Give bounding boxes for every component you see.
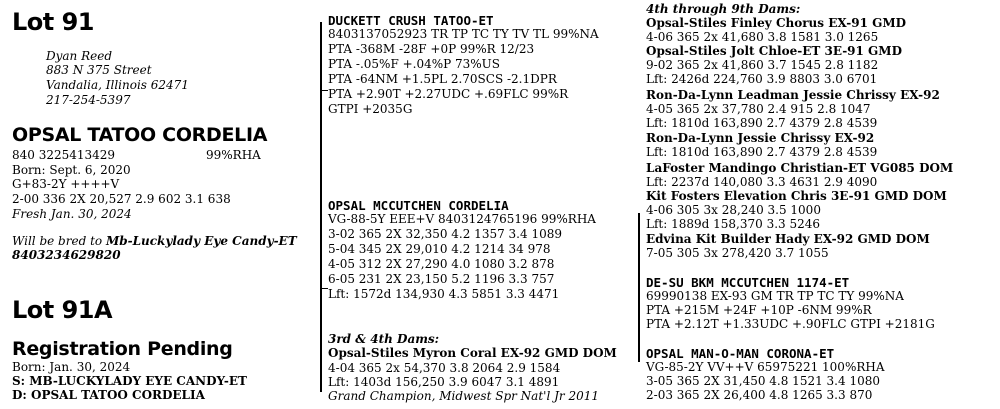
dam-line-1: VG-88-5Y EEE+V 8403124765196 99%RHA <box>328 212 596 226</box>
bred-to-prefix: Will be bred to <box>12 234 106 248</box>
dams-3-4-heading: 3rd & 4th Dams: <box>328 332 440 346</box>
registration-number: 840 3225413429 <box>12 148 116 162</box>
dam-entry-4-name: Ron-Da-Lynn Jessie Chrissy EX-92 <box>646 131 875 145</box>
sire-line-2: PTA -368M -28F +0P 99%R 12/23 <box>328 42 535 56</box>
owner-street: 883 N 375 Street <box>46 63 152 77</box>
lot-91a-born: Born: Jan. 30, 2024 <box>12 360 131 374</box>
sire-line-4: PTA -64NM +1.5PL 2.70SCS -2.1DPR <box>328 72 557 86</box>
maternal-bracket-line <box>638 213 640 362</box>
dam-entry-3-line-1: 4-05 365 2x 37,780 2.4 915 2.8 1047 <box>646 102 871 116</box>
dam-entry-7-line-1: 7-05 305 3x 278,420 3.7 1055 <box>646 246 829 260</box>
dam-entry-1-line-1: 4-06 365 2x 41,680 3.8 1581 3.0 1265 <box>646 30 879 44</box>
dam-entry-7-name: Edvina Kit Builder Hady EX-92 GMD DOM <box>646 232 930 246</box>
dams-4-9-heading: 4th through 9th Dams: <box>646 2 801 16</box>
maternal-dam-line-3: 2-03 365 2X 26,400 4.8 1265 3.3 870 <box>646 388 873 402</box>
animal-name: OPSAL TATOO CORDELIA <box>12 124 268 146</box>
sire-name: DUCKETT CRUSH TATOO-ET <box>328 13 494 28</box>
dam-entry-3-line-2: Lft: 1810d 163,890 2.7 4379 2.8 4539 <box>646 116 878 130</box>
dam-entry-4-line-1: Lft: 1810d 163,890 2.7 4379 2.8 4539 <box>646 145 878 159</box>
fresh-date: Fresh Jan. 30, 2024 <box>12 207 132 221</box>
registration-status: Registration Pending <box>12 338 233 360</box>
dams-3-4-award: Grand Champion, Midwest Spr Nat'l Jr 2011 <box>328 389 600 403</box>
dam-entry-1-name: Opsal-Stiles Finley Chorus EX-91 GMD <box>646 16 907 30</box>
rha-percent: 99%RHA <box>206 148 261 162</box>
maternal-sire-line-1: 69990138 EX-93 GM TR TP TC TY 99%NA <box>646 289 904 303</box>
bred-to-reg: 8403234629820 <box>12 248 121 262</box>
sire-line-3: PTA -.05%F +.04%P 73%US <box>328 57 501 71</box>
birth-date: Born: Sept. 6, 2020 <box>12 163 131 177</box>
dam-entry-2-line-2: Lft: 2426d 224,760 3.9 8803 3.0 6701 <box>646 72 878 86</box>
dams-3-4-line-1: 4-04 365 2x 54,370 3.8 2064 2.9 1584 <box>328 361 561 375</box>
dam-line-2: 3-02 365 2X 32,350 4.2 1357 3.4 1089 <box>328 227 562 241</box>
owner-name: Dyan Reed <box>46 49 113 63</box>
sire-line-6: GTPI +2035G <box>328 102 413 116</box>
bred-to-sire: Mb-Luckylady Eye Candy-ET <box>105 234 297 248</box>
lot-91a-title: Lot 91A <box>12 296 113 324</box>
dam-entry-3-name: Ron-Da-Lynn Leadman Jessie Chrissy EX-92 <box>646 88 940 102</box>
production-record: 2-00 336 2X 20,527 2.9 602 3.1 638 <box>12 192 231 206</box>
dam-entry-6-line-1: 4-06 305 3x 28,240 3.5 1000 <box>646 203 821 217</box>
maternal-sire-line-2: PTA +215M +24F +10P -6NM 99%R <box>646 303 872 317</box>
pedigree-bracket-line <box>320 22 322 392</box>
maternal-dam-line-1: VG-85-2Y VV++V 65975221 100%RHA <box>646 360 885 374</box>
owner-phone: 217-254-5397 <box>46 93 131 107</box>
dam-line-6: Lft: 1572d 134,930 4.3 5851 3.3 4471 <box>328 287 560 301</box>
bred-to-line <box>12 235 297 248</box>
owner-city: Vandalia, Illinois 62471 <box>46 78 189 92</box>
lot-91a-sire: S: MB-LUCKYLADY EYE CANDY-ET <box>12 374 247 388</box>
maternal-sire-name: DE-SU BKM MCCUTCHEN 1174-ET <box>646 275 850 290</box>
dam-entry-2-line-1: 9-02 365 2x 41,860 3.7 1545 2.8 1182 <box>646 58 879 72</box>
maternal-dam-name: OPSAL MAN-O-MAN CORONA-ET <box>646 346 835 361</box>
dam-name: OPSAL MCCUTCHEN CORDELIA <box>328 198 509 213</box>
dams-3-4-name: Opsal-Stiles Myron Coral EX-92 GMD DOM <box>328 346 617 360</box>
lot-91a-dam: D: OPSAL TATOO CORDELIA <box>12 388 205 402</box>
classification: G+83-2Y ++++V <box>12 177 120 191</box>
dam-line-5: 6-05 231 2X 23,150 5.2 1196 3.3 757 <box>328 272 555 286</box>
dam-entry-5-name: LaFoster Mandingo Christian-ET VG085 DOM <box>646 161 954 175</box>
sire-connector <box>320 90 328 91</box>
dam-entry-5-line-1: Lft: 2237d 140,080 3.3 4631 2.9 4090 <box>646 175 878 189</box>
dam-connector <box>320 288 328 289</box>
dams-3-4-line-2: Lft: 1403d 156,250 3.9 6047 3.1 4891 <box>328 375 560 389</box>
dam-entry-2-name: Opsal-Stiles Jolt Chloe-ET 3E-91 GMD <box>646 44 902 58</box>
sire-line-1: 8403137052923 TR TP TC TY TV TL 99%NA <box>328 27 599 41</box>
dam-entry-6-name: Kit Fosters Elevation Chris 3E-91 GMD DOM <box>646 189 947 203</box>
lot-91-title: Lot 91 <box>12 8 95 36</box>
dam-line-3: 5-04 345 2X 29,010 4.2 1214 34 978 <box>328 242 551 256</box>
dam-entry-6-line-2: Lft: 1889d 158,370 3.3 5246 <box>646 217 820 231</box>
dam-line-4: 4-05 312 2X 27,290 4.0 1080 3.2 878 <box>328 257 555 271</box>
maternal-sire-line-3: PTA +2.12T +1.33UDC +.90FLC GTPI +2181G <box>646 317 935 331</box>
maternal-dam-line-2: 3-05 365 2X 31,450 4.8 1521 3.4 1080 <box>646 374 880 388</box>
sire-line-5: PTA +2.90T +2.27UDC +.69FLC 99%R <box>328 87 569 101</box>
